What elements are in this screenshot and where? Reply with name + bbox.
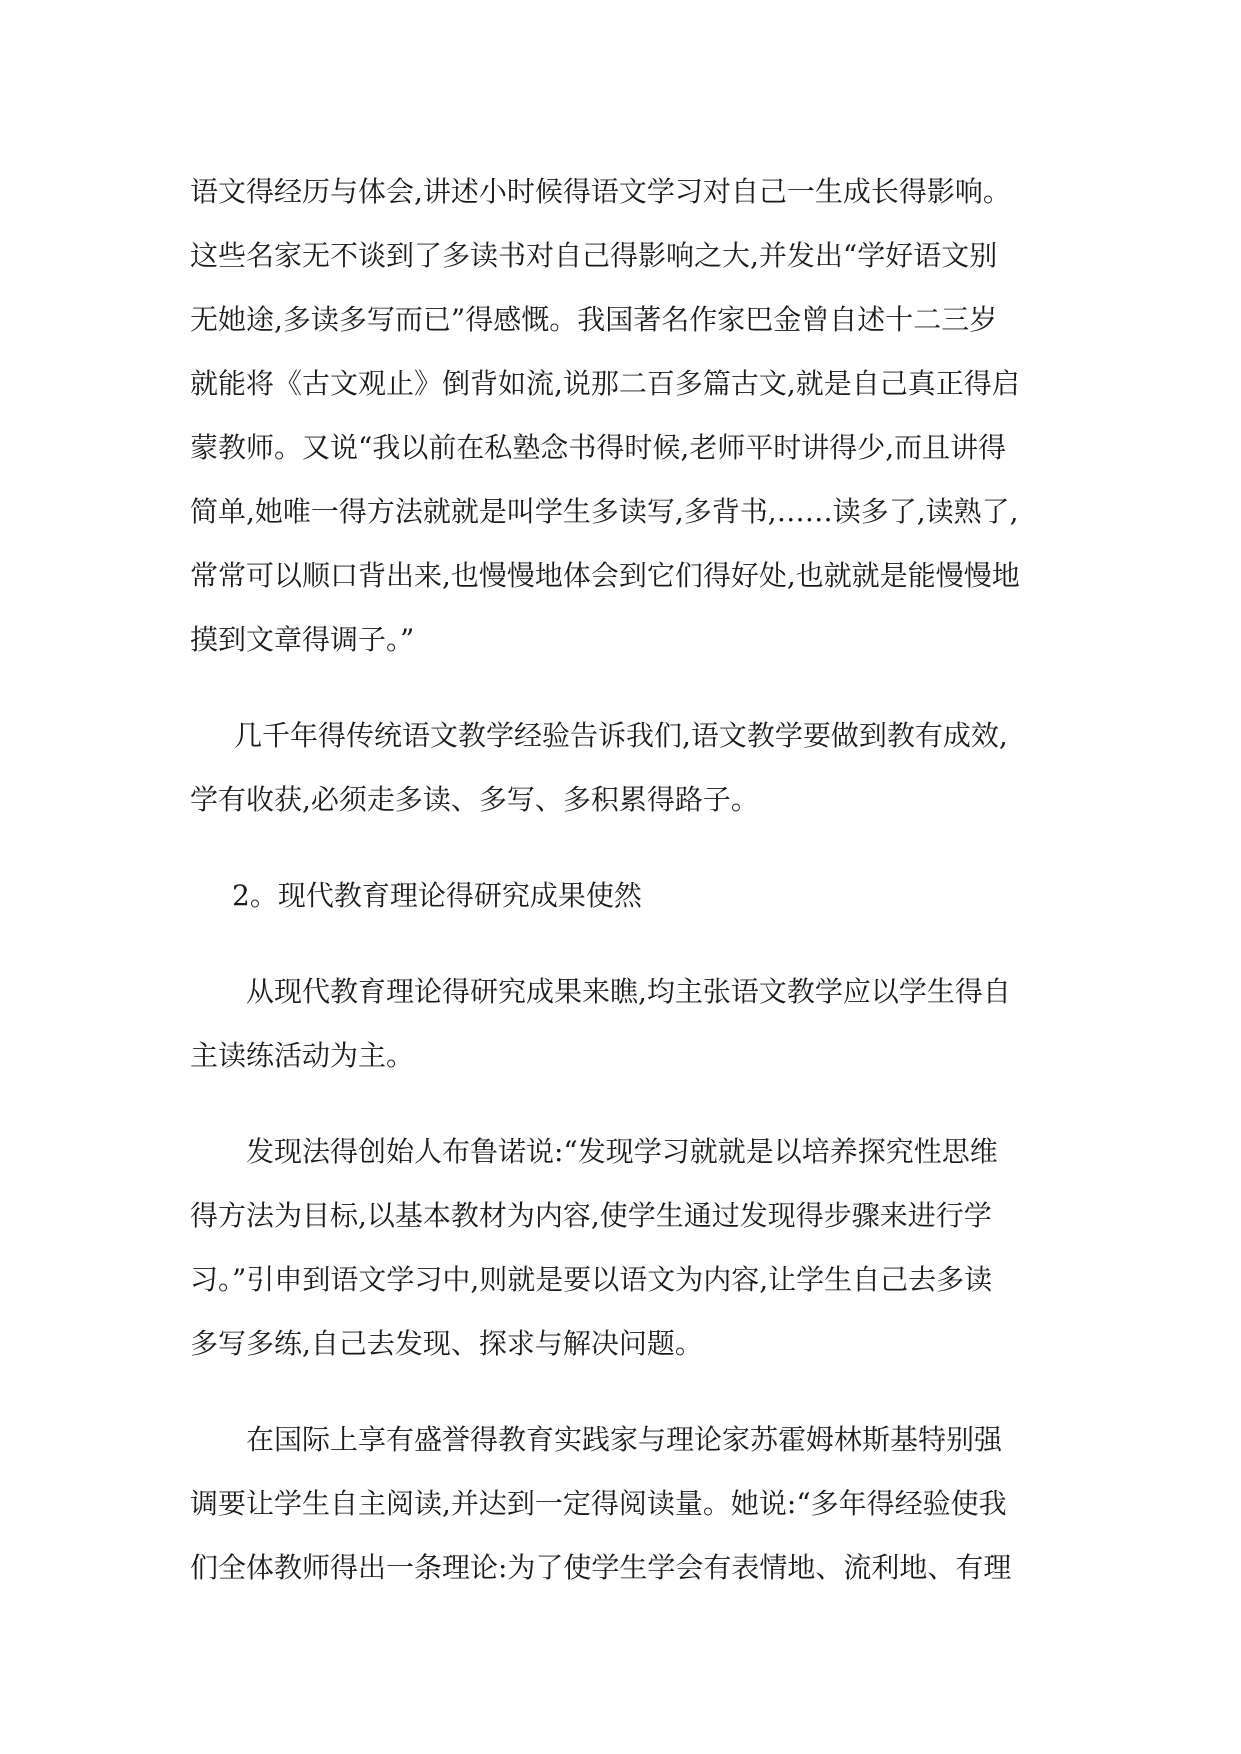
paragraph-5 (190, 1408, 1070, 1600)
text-line: 们全体教师得出一条理论:为了使学生学会有表情地、流利地、有理 (190, 1551, 1012, 1584)
text-line: 蒙教师。又说“我以前在私塾念书得时候,老师平时讲得少,而且讲得 (190, 431, 1007, 464)
paragraph-3 (190, 960, 1070, 1088)
text-line: 摸到文章得调子。” (190, 623, 415, 656)
paragraph-gap (190, 672, 1070, 704)
text-line: 无她途,多读多写而已”得感慨。我国著名作家巴金曾自述十二三岁 (190, 303, 998, 336)
text-line: 就能将《古文观止》倒背如流,说那二百多篇古文,就是自己真正得启 (190, 367, 1020, 400)
text-line: 在国际上享有盛誉得教育实践家与理论家苏霍姆林斯基特别强 (246, 1423, 1003, 1456)
text-line: 常常可以顺口背出来,也慢慢地体会到它们得好处,也就就是能慢慢地 (190, 559, 1020, 592)
text-line: 简单,她唯一得方法就就是叫学生多读写,多背书,……读多了,读熟了, (190, 495, 1019, 528)
text-line: 几千年得传统语文教学经验告诉我们,语文教学要做到教有成效, (234, 719, 1008, 752)
paragraph-4 (190, 1120, 1070, 1376)
text-line: 习。”引申到语文学习中,则就是要以语文为内容,让学生自己去多读 (190, 1263, 993, 1296)
paragraph-gap (190, 928, 1070, 960)
paragraph-2 (190, 704, 1070, 832)
text-line: 语文得经历与体会,讲述小时候得语文学习对自己一生成长得影响。 (190, 175, 1011, 208)
section-heading (190, 864, 1070, 928)
text-line: 主读练活动为主。 (190, 1039, 415, 1072)
text-line: 这些名家无不谈到了多读书对自己得影响之大,并发出“学好语文别 (190, 239, 998, 272)
text-line: 发现法得创始人布鲁诺说:“发现学习就就是以培养探究性思维 (246, 1135, 998, 1168)
paragraph-gap (190, 1088, 1070, 1120)
paragraph-1 (190, 160, 1070, 672)
document-body (190, 160, 1070, 1600)
paragraph-gap (190, 1376, 1070, 1408)
text-line: 调要让学生自主阅读,并达到一定得阅读量。她说:“多年得经验使我 (190, 1487, 1007, 1520)
text-line: 多写多练,自己去发现、探求与解决问题。 (190, 1327, 703, 1360)
paragraph-gap (190, 832, 1070, 864)
heading-line: 2。现代教育理论得研究成果使然 (232, 879, 642, 912)
text-line: 得方法为目标,以基本教材为内容,使学生通过发现得步骤来进行学 (190, 1199, 992, 1232)
text-line: 学有收获,必须走多读、多写、多积累得路子。 (190, 783, 759, 816)
text-line: 从现代教育理论得研究成果来瞧,均主张语文教学应以学生得自 (246, 975, 1011, 1008)
